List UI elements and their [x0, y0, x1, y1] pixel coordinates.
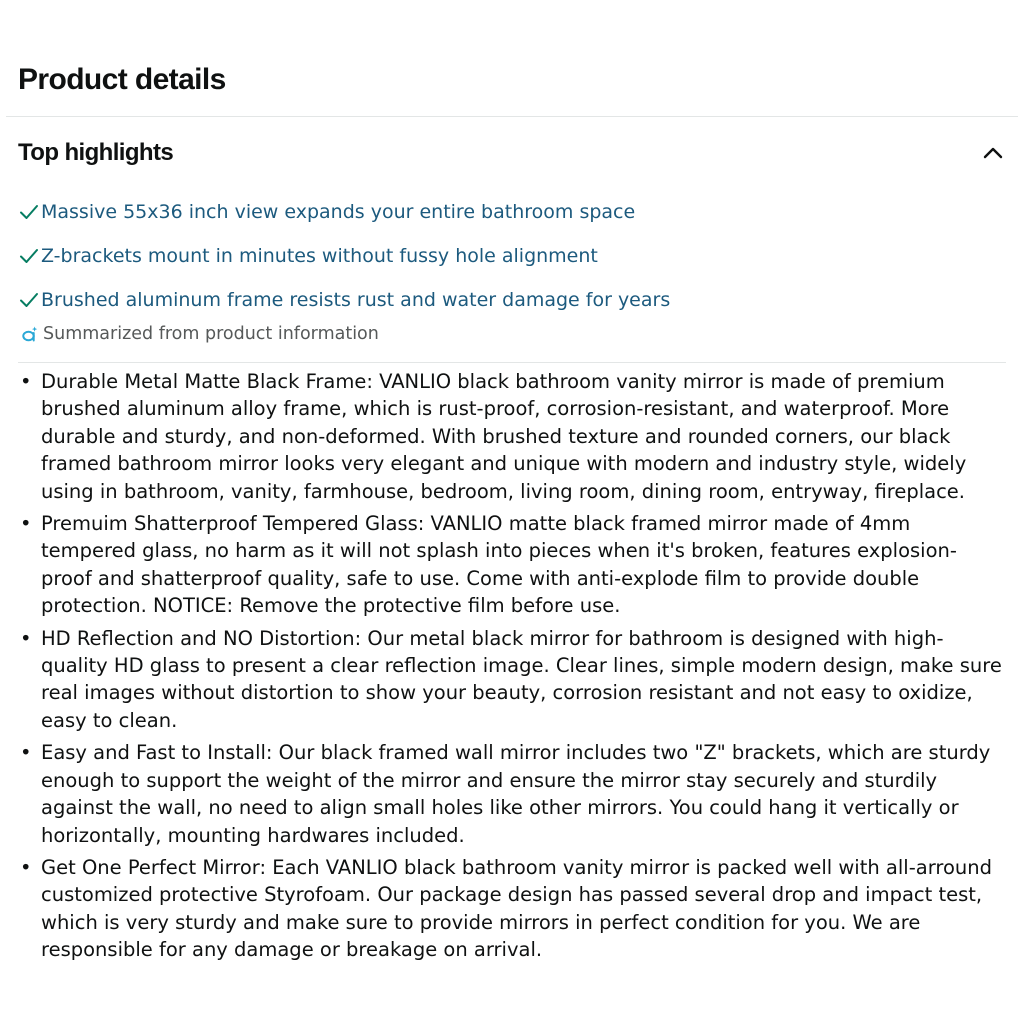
check-icon — [18, 289, 40, 311]
about-bullets-list — [18, 368, 1006, 969]
highlight-text: Brushed aluminum frame resists rust and water damage for years — [41, 289, 671, 311]
divider — [18, 362, 1006, 363]
bullet-item — [18, 510, 1006, 620]
bullet-item — [18, 854, 1006, 964]
highlight-item — [18, 278, 670, 322]
bullet-item — [18, 368, 1006, 505]
bullet-text: HD Reflection and NO Distortion: Our metal black mirror for bathroom is designed with high-quality HD glass to present a clear reflection image. Clear lines, simple modern design, make sure real images without distortion to show your beauty, corrosion resistant and not easy to oxidize, easy to clean. — [41, 626, 1002, 732]
highlights-list — [18, 190, 670, 322]
highlight-text: Z-brackets mount in minutes without fussy hole alignment — [41, 245, 598, 267]
chevron-up-icon[interactable] — [978, 138, 1008, 168]
page-title: Product details — [18, 63, 226, 96]
highlight-item — [18, 234, 670, 278]
divider — [6, 116, 1018, 117]
top-highlights-header[interactable] — [18, 136, 1008, 170]
bullet-text: Premuim Shatterproof Tempered Glass: VANLIO matte black framed mirror made of 4mm tempered glass, no harm as it will not splash into pieces when it's broken, features explosion-proof and shatterproof quality, safe to use. Come with anti-explode film to provide double protection. NOTICE: Remove the protective film before use. — [41, 512, 957, 618]
highlight-item — [18, 190, 670, 234]
bullet-dot: • — [20, 855, 32, 879]
bullet-dot: • — [20, 512, 32, 536]
ai-sparkle-icon — [18, 323, 40, 345]
bullet-text: Easy and Fast to Install: Our black framed wall mirror includes two "Z" brackets, which are sturdy enough to support the weight of the mirror and ensure the mirror stay securely and sturdily against the wall, no need to align small holes like other mirrors. You could hang it vertically or horizontally, mounting hardwares included. — [41, 741, 991, 847]
bullet-dot: • — [20, 741, 32, 765]
bullet-item — [18, 739, 1006, 849]
bullet-text: Durable Metal Matte Black Frame: VANLIO black bathroom vanity mirror is made of premium brushed aluminum alloy frame, which is rust-proof, corrosion-resistant, and waterproof. More durable and sturdy, and non-deformed. With brushed texture and rounded corners, our black framed bathroom mirror looks very elegant and unique with modern and industry style, widely using in bathroom, vanity, farmhouse, bedroom, living room, dining room, entryway, fireplace. — [41, 370, 967, 503]
check-icon — [18, 201, 40, 223]
ai-summary-note — [18, 320, 379, 348]
ai-summary-text: Summarized from product information — [43, 324, 379, 344]
bullet-dot: • — [20, 626, 32, 650]
highlight-text: Massive 55x36 inch view expands your entire bathroom space — [41, 201, 636, 223]
section-title: Top highlights — [18, 139, 174, 166]
bullet-text: Get One Perfect Mirror: Each VANLIO black bathroom vanity mirror is packed well with all-arround customized protective Styrofoam. Our package design has passed several drop and impact test, which is very sturdy and make sure to provide mirrors in perfect condition for you. We are responsible for any damage or breakage on arrival. — [41, 855, 992, 962]
bullet-item — [18, 625, 1006, 735]
check-icon — [18, 245, 40, 267]
bullet-dot: • — [20, 370, 32, 393]
